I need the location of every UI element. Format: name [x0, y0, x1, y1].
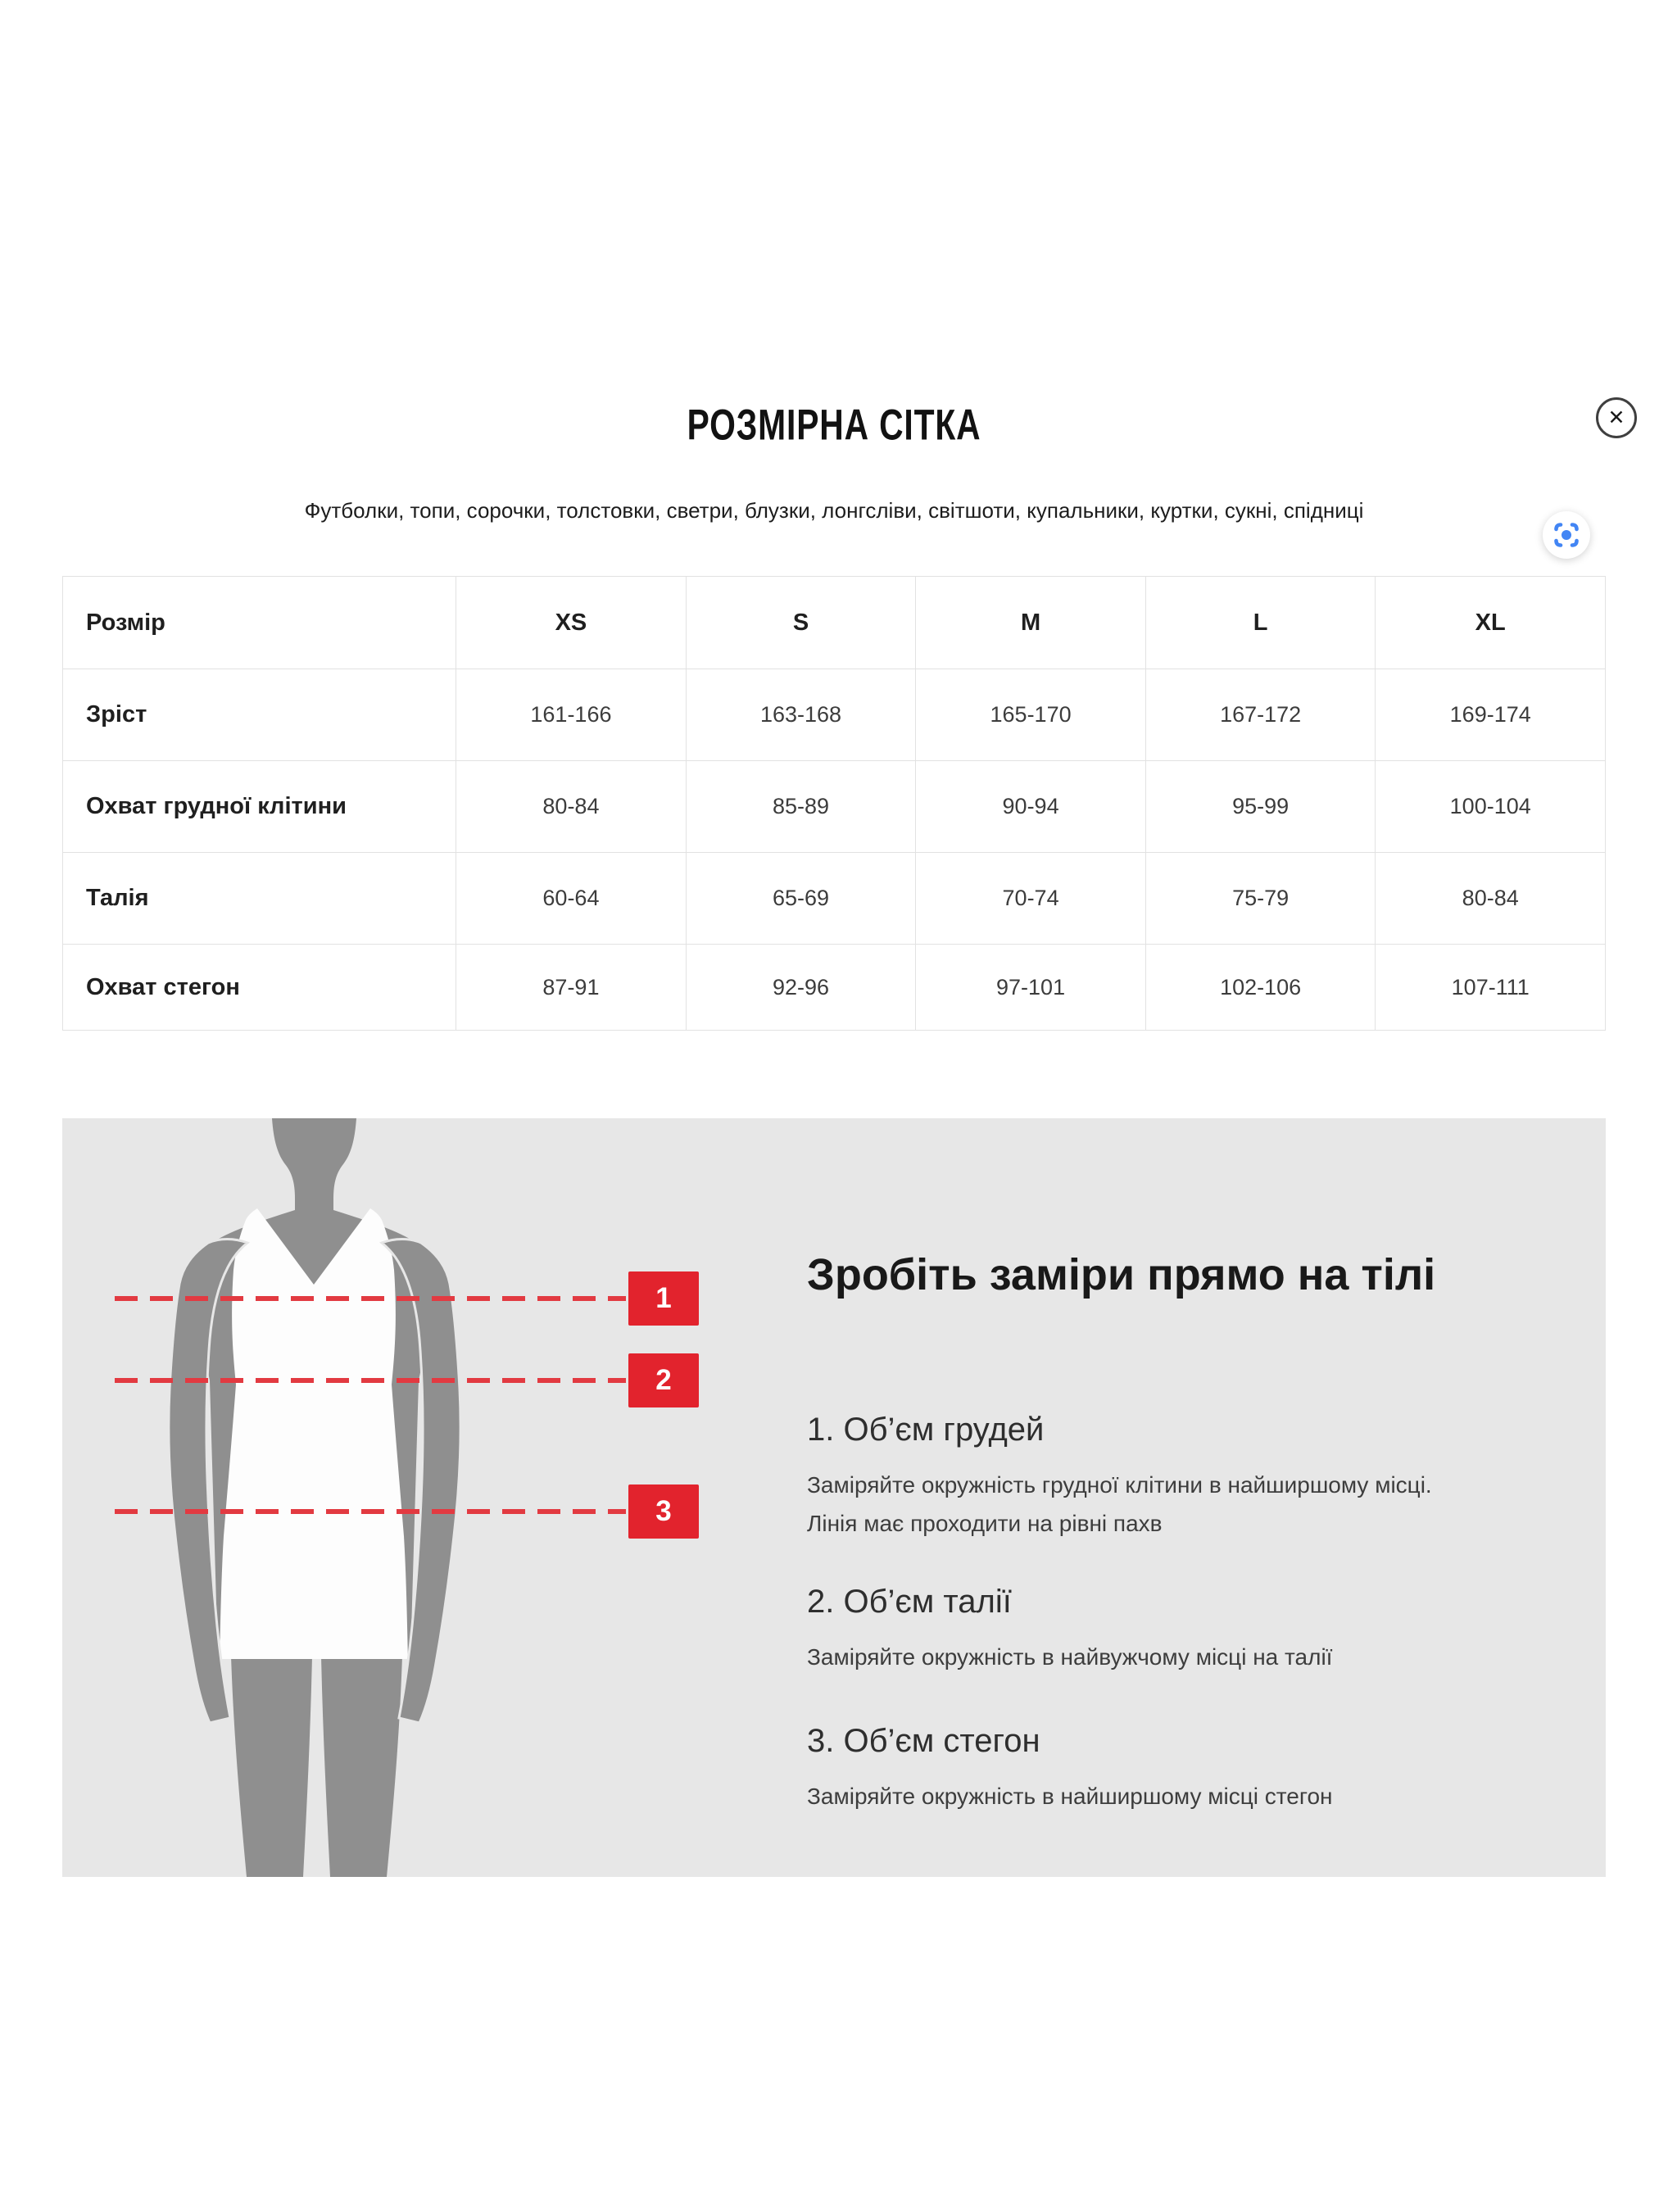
section-body-hips — [807, 1777, 1544, 1815]
table-cell: 65-69 — [686, 853, 916, 945]
table-cell: 95-99 — [1145, 761, 1376, 853]
close-icon: ✕ — [1607, 406, 1625, 429]
marker-hips-label: 3 — [655, 1495, 672, 1527]
table-cell: 107-111 — [1376, 945, 1606, 1031]
left-leg-shape — [231, 1656, 312, 1877]
table-cell: 80-84 — [1376, 853, 1606, 945]
table-row-height — [63, 669, 1606, 761]
table-row-waist — [63, 853, 1606, 945]
table-cell: 60-64 — [456, 853, 687, 945]
table-cell: 102-106 — [1145, 945, 1376, 1031]
section-body-waist — [807, 1638, 1544, 1676]
table-cell: 75-79 — [1145, 853, 1376, 945]
category-subtitle: Футболки, топи, сорочки, толстовки, светри, блузки, лонгсліви, світшоти, купальники, куртки, сукні, спідниці — [304, 498, 1364, 523]
table-cell: 165-170 — [916, 669, 1146, 761]
table-cell: 85-89 — [686, 761, 916, 853]
table-row-chest — [63, 761, 1606, 853]
table-cell: 90-94 — [916, 761, 1146, 853]
instructions-heading: Зробіть заміри прямо на тілі — [807, 1250, 1436, 1299]
table-cell: 87-91 — [456, 945, 687, 1031]
marker-waist-label: 2 — [655, 1364, 672, 1396]
section-title-waist: 2. Об’єм талії — [807, 1584, 1012, 1620]
google-lens-icon — [1552, 521, 1580, 549]
header-cell-xl: XL — [1376, 577, 1606, 669]
section-body-line: Заміряйте окружність в найширшому місці стегон — [807, 1784, 1333, 1809]
header-cell-xs: XS — [456, 577, 687, 669]
measurement-panel — [62, 1118, 1606, 1877]
right-leg-shape — [321, 1656, 402, 1877]
page-title-text: РОЗМІРНА СІТКА — [687, 401, 981, 450]
close-button[interactable] — [1596, 397, 1637, 438]
section-title-hips: 3. Об’єм стегон — [807, 1723, 1040, 1759]
row-label-cell: Зріст — [63, 669, 456, 761]
table-cell: 100-104 — [1376, 761, 1606, 853]
marker-hips — [628, 1484, 699, 1539]
marker-chest-label: 1 — [655, 1282, 672, 1314]
row-label-cell: Охват стегон — [63, 945, 456, 1031]
header-cell-m: M — [916, 577, 1146, 669]
table-cell: 167-172 — [1145, 669, 1376, 761]
table-header-row — [63, 577, 1606, 669]
header-cell-s: S — [686, 577, 916, 669]
page-title — [62, 403, 1606, 448]
marker-chest — [628, 1271, 699, 1326]
table-cell: 80-84 — [456, 761, 687, 853]
section-title-chest: 1. Об’єм грудей — [807, 1412, 1045, 1448]
section-body-line: Заміряйте окружність в найвужчому місці на талії — [807, 1644, 1333, 1670]
image-search-button[interactable] — [1543, 511, 1590, 559]
header-cell-l: L — [1145, 577, 1376, 669]
row-label-cell: Талія — [63, 853, 456, 945]
table-cell: 70-74 — [916, 853, 1146, 945]
table-cell: 161-166 — [456, 669, 687, 761]
section-body-line: Лінія має проходити на рівні пахв — [807, 1511, 1163, 1536]
header-cell-size: Розмір — [63, 577, 456, 669]
table-cell: 92-96 — [686, 945, 916, 1031]
table-cell: 163-168 — [686, 669, 916, 761]
table-cell: 97-101 — [916, 945, 1146, 1031]
section-body-chest — [807, 1466, 1544, 1543]
marker-waist — [628, 1353, 699, 1407]
row-label-cell: Охват грудної клітини — [63, 761, 456, 853]
table-row-hips — [63, 945, 1606, 1031]
table-cell: 169-174 — [1376, 669, 1606, 761]
section-body-line: Заміряйте окружність грудної клітини в найширшому місці. — [807, 1472, 1432, 1498]
size-table — [62, 576, 1606, 1031]
